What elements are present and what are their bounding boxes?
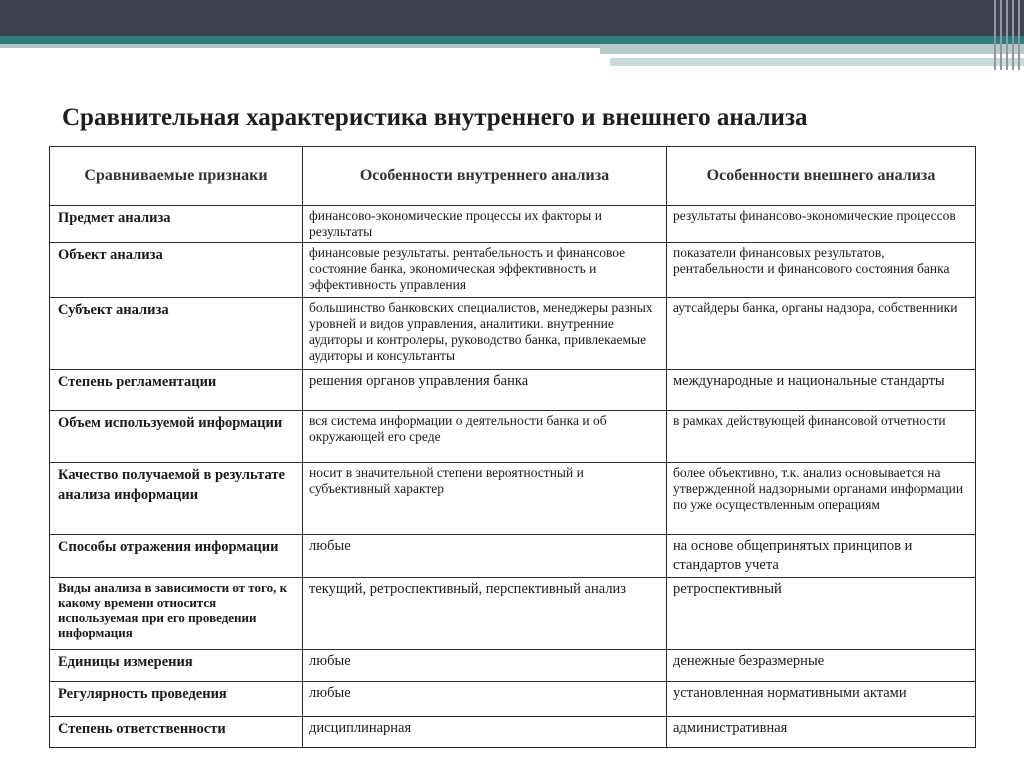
feature-cell: Способы отражения информации xyxy=(50,535,303,578)
feature-cell: Объем используемой информации xyxy=(50,411,303,463)
table-header-row xyxy=(50,147,976,206)
external-cell: установленная нормативными актами xyxy=(667,682,976,717)
column-header-features: Сравниваемые признаки xyxy=(50,147,303,206)
table-row xyxy=(50,370,976,411)
internal-cell: текущий, ретроспективный, перспективный анализ xyxy=(303,578,667,650)
internal-cell: носит в значительной степени вероятностный и субъективный характер xyxy=(303,463,667,535)
external-cell: международные и национальные стандарты xyxy=(667,370,976,411)
table-row xyxy=(50,463,976,535)
feature-cell: Степень ответственности xyxy=(50,717,303,748)
table-row xyxy=(50,206,976,243)
internal-cell: финансово-экономические процессы их факторы и результаты xyxy=(303,206,667,243)
table-row xyxy=(50,535,976,578)
external-cell: в рамках действующей финансовой отчетности xyxy=(667,411,976,463)
column-header-external: Особенности внешнего анализа xyxy=(667,147,976,206)
external-cell: показатели финансовых результатов, рентабельности и финансового состояния банка xyxy=(667,243,976,298)
table-row xyxy=(50,578,976,650)
feature-cell: Регулярность проведения xyxy=(50,682,303,717)
external-cell: денежные безразмерные xyxy=(667,650,976,682)
header-vertical-line xyxy=(1018,0,1020,70)
internal-cell: дисциплинарная xyxy=(303,717,667,748)
external-cell: результаты финансово-экономические процессов xyxy=(667,206,976,243)
external-cell: аутсайдеры банка, органы надзора, собственники xyxy=(667,298,976,370)
feature-cell: Субъект анализа xyxy=(50,298,303,370)
external-cell: на основе общепринятых принципов и стандартов учета xyxy=(667,535,976,578)
header-vertical-line xyxy=(1006,0,1008,70)
header-vertical-line xyxy=(1000,0,1002,70)
internal-cell: большинство банковских специалистов, менеджеры разных уровней и видов управления, аналитики. внутренние аудиторы и контролеры, руководство банка, привлекаемые аудиторы и консультанты xyxy=(303,298,667,370)
header-band-teal xyxy=(0,36,1024,44)
header-stripe-right-lower xyxy=(610,58,1024,66)
feature-cell: Виды анализа в зависимости от того, к какому времени относится используемая при его проведении информация xyxy=(50,578,303,650)
external-cell: более объективно, т.к. анализ основывается на утвержденной надзорными органами информации по уже осуществленным операциям xyxy=(667,463,976,535)
table-row xyxy=(50,717,976,748)
internal-cell: финансовые результаты. рентабельность и финансовое состояние банка, экономическая эффективность и эффективность управления xyxy=(303,243,667,298)
header-stripe-left xyxy=(0,44,610,48)
comparison-table xyxy=(49,146,976,748)
table-row xyxy=(50,243,976,298)
feature-cell: Качество получаемой в результате анализа информации xyxy=(50,463,303,535)
table-row xyxy=(50,298,976,370)
header-vertical-line xyxy=(1012,0,1014,70)
internal-cell: любые xyxy=(303,650,667,682)
table-row xyxy=(50,411,976,463)
header-band-dark xyxy=(0,0,1024,36)
header-stripe-right xyxy=(600,44,1024,54)
column-header-internal: Особенности внутреннего анализа xyxy=(303,147,667,206)
header-vertical-line xyxy=(994,0,996,70)
internal-cell: решения органов управления банка xyxy=(303,370,667,411)
table-row xyxy=(50,650,976,682)
feature-cell: Объект анализа xyxy=(50,243,303,298)
external-cell: административная xyxy=(667,717,976,748)
internal-cell: любые xyxy=(303,682,667,717)
slide-title: Сравнительная характеристика внутреннего и внешнего анализа xyxy=(62,104,808,131)
feature-cell: Единицы измерения xyxy=(50,650,303,682)
feature-cell: Предмет анализа xyxy=(50,206,303,243)
internal-cell: любые xyxy=(303,535,667,578)
feature-cell: Степень регламентации xyxy=(50,370,303,411)
table-row xyxy=(50,682,976,717)
external-cell: ретроспективный xyxy=(667,578,976,650)
internal-cell: вся система информации о деятельности банка и об окружающей его среде xyxy=(303,411,667,463)
